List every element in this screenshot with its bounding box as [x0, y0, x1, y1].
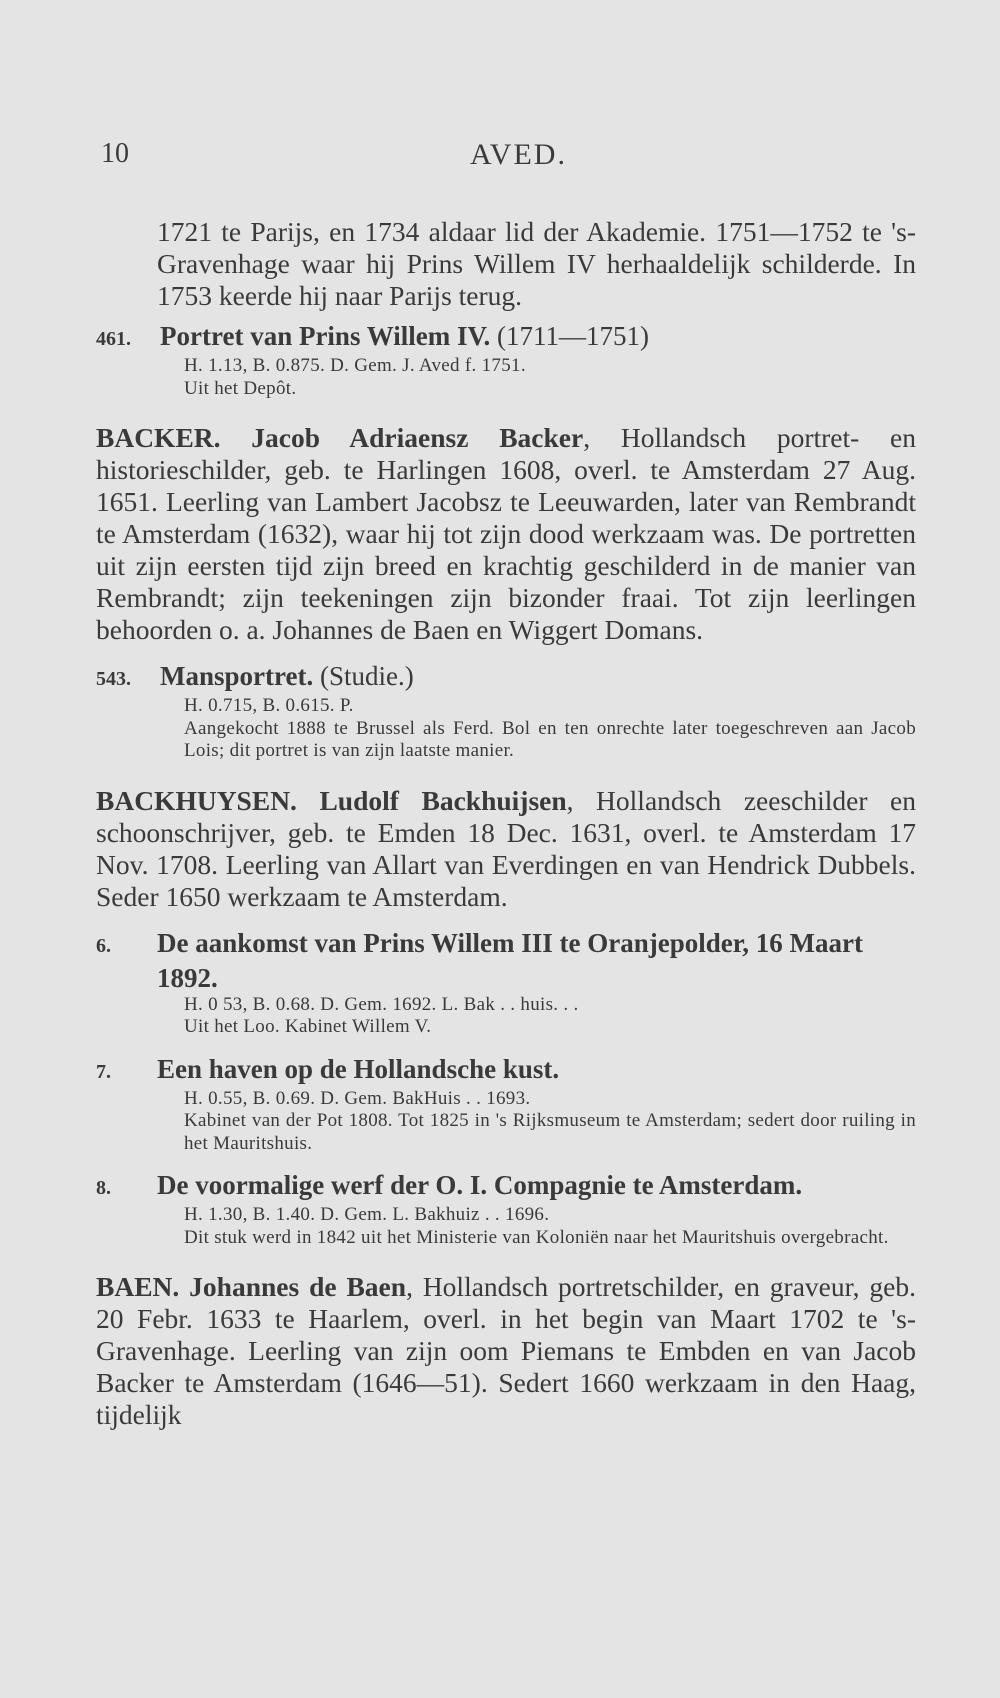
artist-fullname: Johannes de Baen — [189, 1271, 407, 1302]
artist-baen — [96, 1271, 916, 1431]
entry-provenance: Uit het Depôt. — [184, 377, 297, 399]
entry-provenance: Aangekocht 1888 te Brussel als Ferd. Bol en ten onrechte later toegeschreven aan Jacob Lois; dit portret is van zijn laatste manier. — [184, 717, 916, 761]
entry-6 — [96, 927, 916, 994]
entry-number: 7. — [96, 1060, 111, 1083]
entry-number: 461. — [96, 328, 131, 350]
entry-title: Een haven op de Hollandsche kust. — [157, 1053, 560, 1084]
artist-fullname: Ludolf Backhuijsen — [319, 784, 567, 816]
artist-biography: , Hollandsch portretschilder, en graveur, geb. 20 Febr. 1633 te Haarlem, overl. in het begin van Maart 1702 te 's-Gravenhage. Leerling van zijn oom Piemans te Embden en van Jacob Backer te Amsterdam (1646—51). Sedert 1660 werkzaam in den Haag, tijdelijk — [96, 1271, 917, 1430]
entry-title-rest: (1711—1751) — [490, 321, 649, 351]
entry-measurements: H. 0.715, B. 0.615. P. — [184, 695, 354, 716]
entry-provenance: Kabinet van der Pot 1808. Tot 1825 in 's Rijksmuseum te Amsterdam; sedert door ruiling in het Mauritshuis. — [184, 1110, 916, 1154]
entry-measurements: H. 0.55, B. 0.69. D. Gem. BakHuis . . 1693. — [184, 1087, 531, 1109]
entry-8 — [96, 1169, 916, 1204]
entry-measurements: H. 1.30, B. 1.40. D. Gem. L. Bakhuiz . . 1696. — [184, 1204, 550, 1225]
artist-fullname: Jacob Adriaensz Backer — [251, 422, 584, 453]
entry-number: 8. — [96, 1177, 111, 1199]
artist-heading: BACKHUYSEN. — [96, 784, 297, 816]
artist-backer — [96, 422, 916, 646]
entry-title: De aankomst van Prins Willem III te Oranjepolder, 16 Maart 1892. — [157, 927, 863, 993]
artist-heading: BACKER. — [96, 422, 221, 453]
artist-biography: , Hollandsch portret- en historieschilder, geb. te Harlingen 1608, overl. te Amsterdam 27 Aug. 1651. Leerling van Lambert Jacobsz te Leeuwarden, later van Rembrandt te Amsterdam (1632), waar hij tot zijn dood werkzaam was. De portretten uit zijn eersten tijd zijn breed en krachtig geschilderd in de manier van Rembrandt; zijn teekeningen zijn bizonder fraai. Tot zijn leerlingen behoorden o. a. Johannes de Baen en Wiggert Domans. — [96, 422, 917, 645]
entry-provenance: Uit het Loo. Kabinet Willem V. — [184, 1016, 432, 1037]
running-title: AVED. — [470, 138, 567, 171]
page-body — [96, 216, 916, 1431]
artist-backhuysen — [96, 785, 916, 913]
artist-heading: BAEN. — [96, 1271, 180, 1302]
artist-biography: , Hollandsch zeeschilder en schoonschrijver, geb. te Emden 18 Dec. 1631, overl. te Amsterdam 17 Nov. 1708. Leerling van Allart van Everdingen en van Hendrick Dubbels. Seder 1650 werkzaam te Amsterdam. — [96, 784, 916, 912]
aved-biography-tail: 1721 te Parijs, en 1734 aldaar lid der Akademie. 1751—1752 te 's-Gravenhage waar hij Prins Willem IV herhaaldelijk schilderde. In 1753 keerde hij naar Parijs terug. — [157, 216, 916, 311]
entry-measurements: H. 0 53, B. 0.68. D. Gem. 1692. L. Bak . . huis. . . — [184, 993, 579, 1015]
entry-461 — [96, 320, 916, 355]
entry-7 — [96, 1053, 916, 1088]
entry-title: Mansportret. — [160, 661, 314, 691]
entry-title: De voormalige werf der O. I. Compagnie te Amsterdam. — [157, 1170, 803, 1200]
entry-number: 543. — [96, 668, 131, 690]
page-number: 10 — [101, 138, 129, 169]
entry-measurements: H. 1.13, B. 0.875. D. Gem. J. Aved f. 1751. — [184, 355, 526, 376]
entry-title: Portret van Prins Willem IV. — [160, 321, 491, 351]
entry-number: 6. — [96, 934, 111, 957]
entry-provenance: Dit stuk werd in 1842 uit het Ministerie van Koloniën naar het Mauritshuis overgebracht. — [184, 1226, 889, 1248]
entry-543 — [96, 660, 916, 695]
entry-title-rest: (Studie.) — [313, 661, 414, 691]
